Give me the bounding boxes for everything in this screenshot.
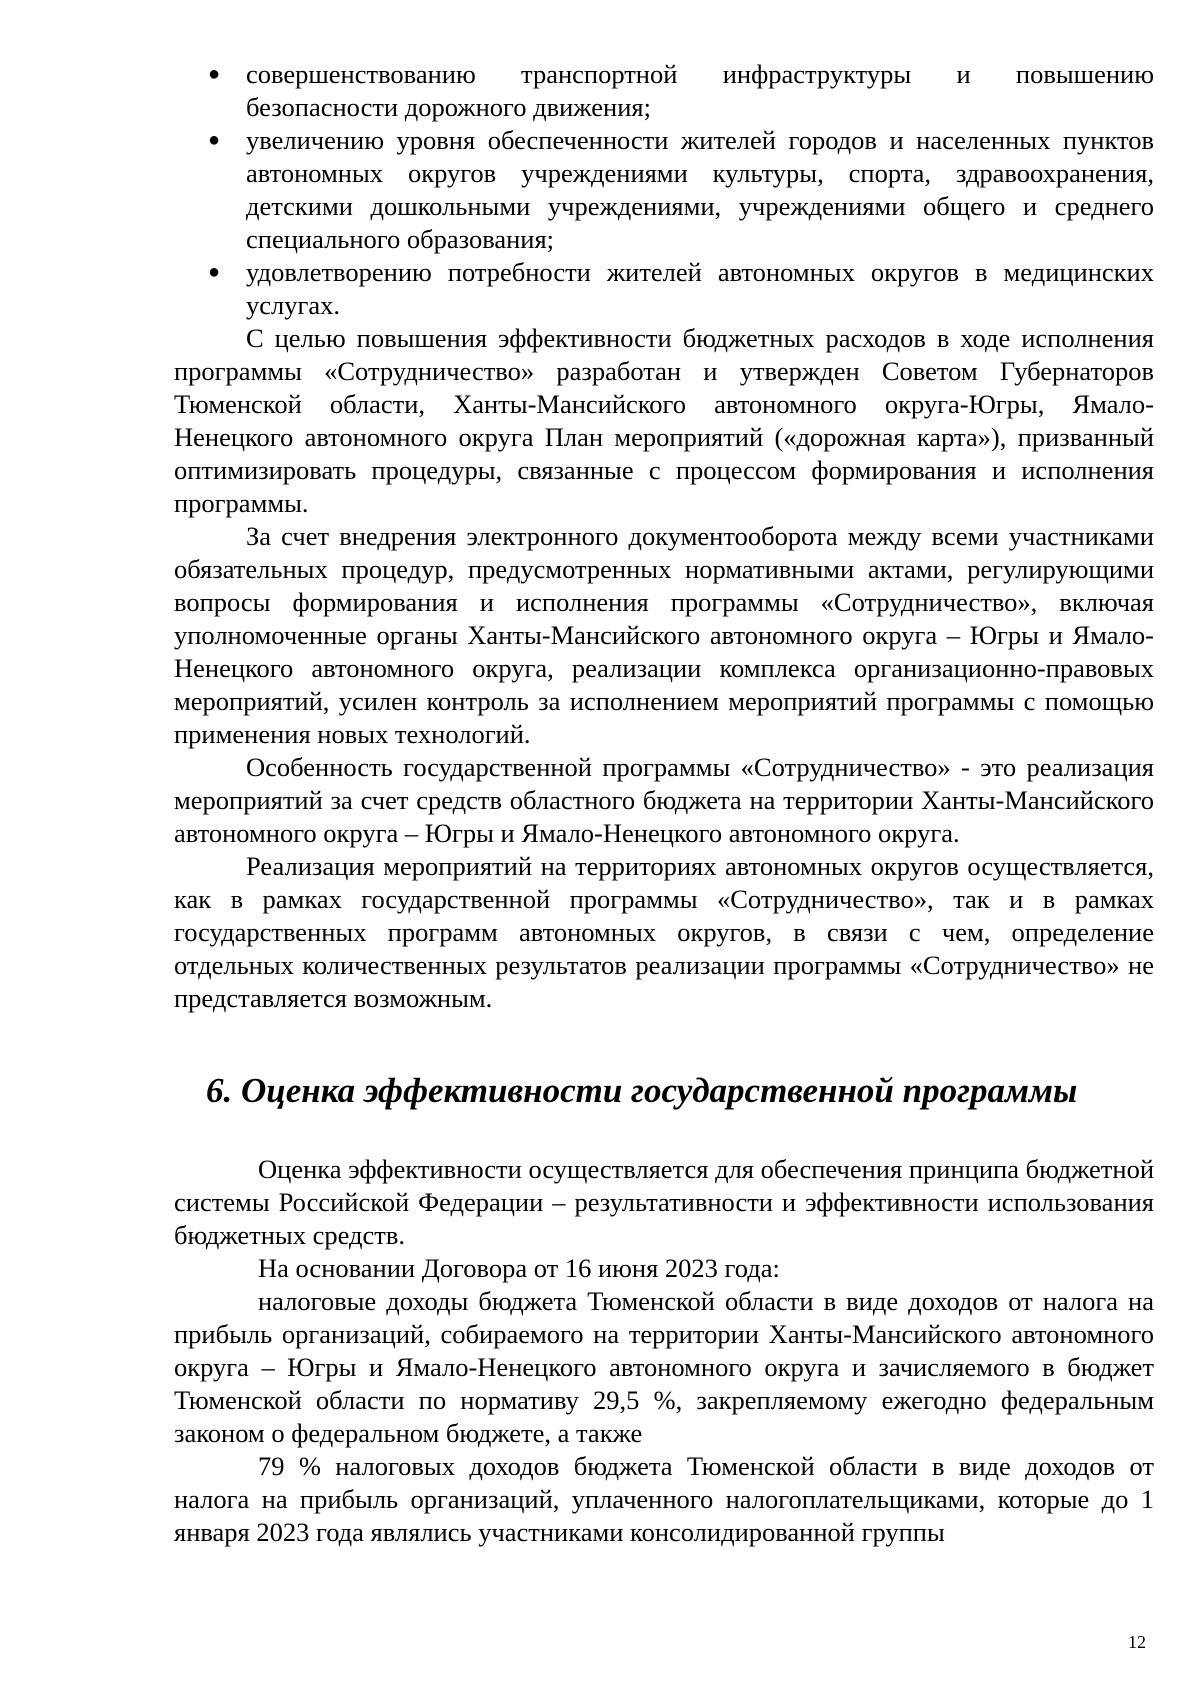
list-item-text: удовлетворению потребности жителей автономных округов в медицинских услугах.	[246, 257, 1154, 320]
paragraph-dorozhnaya-karta: С целью повышения эффективности бюджетных расходов в ходе исполнения программы «Сотрудничество» разработан и утвержден Советом Губернаторов Тюменской области, Ханты-Мансийского автономного округа-Югры, Ямало-Ненецкого автономного округа План мероприятий («дорожная карта»), призванный оптимизировать процедуры, связанные с процессом формирования и исполнения программы.	[174, 323, 1154, 518]
paragraph-nalogovye-dokhody: налоговые доходы бюджета Тюменской области в виде доходов от налога на прибыль организаций, собираемого на территории Ханты-Мансийского автономного округа – Югры и Ямало-Ненецкого автономного округа и зачисляемого в бюджет Тюменской области по нормативу 29,5 %, закрепляемому ежегодно федеральным законом о федеральном бюджете, а также	[174, 1286, 1154, 1448]
bullet-icon: ●	[208, 63, 221, 85]
paragraph-otsenka: Оценка эффективности осуществляется для обеспечения принципа бюджетной системы Российской Федерации – результативности и эффективности использования бюджетных средств.	[174, 1154, 1154, 1250]
paragraph-dogovor: На основании Договора от 16 июня 2023 года:	[258, 1253, 780, 1283]
list-item	[174, 58, 1154, 124]
list-item-text: совершенствованию транспортной инфраструктуры и повышению безопасности дорожного движения;	[246, 59, 1154, 122]
page-number: 12	[1128, 1632, 1146, 1652]
paragraph-79-percent: 79 % налоговых доходов бюджета Тюменской области в виде доходов от налога на прибыль организаций, уплаченного налогоплательщиками, которые до 1 января 2023 года являлись участниками консолидированной группы	[174, 1451, 1154, 1547]
paragraph-realizatsiya: Реализация мероприятий на территориях автономных округов осуществляется, как в рамках государственной программы «Сотрудничество», так и в рамках государственных программ автономных округов, в связи с чем, определение отдельных количественных результатов реализации программы «Сотрудничество» не представляется возможным.	[174, 851, 1154, 1013]
bullet-icon: ●	[208, 129, 221, 151]
section-heading: 6. Оценка эффективности государственной программы	[206, 1071, 1078, 1110]
list-item-text: увеличению уровня обеспеченности жителей городов и населенных пунктов автономных округов учреждениями культуры, спорта, здравоохранения, детскими дошкольными учреждениями, учреждениями общего и среднего специального образования;	[246, 125, 1154, 254]
bullet-list	[174, 58, 1154, 322]
bullet-icon: ●	[208, 261, 221, 283]
list-item	[174, 124, 1154, 256]
page-content	[174, 58, 1154, 1549]
list-item	[174, 256, 1154, 322]
paragraph-osobennost: Особенность государственной программы «Сотрудничество» - это реализация мероприятий за счет средств областного бюджета на территории Ханты-Мансийского автономного округа – Югры и Ямало-Ненецкого автономного округа.	[174, 752, 1154, 848]
paragraph-dokumentooborot: За счет внедрения электронного документооборота между всеми участниками обязательных процедур, предусмотренных нормативными актами, регулирующими вопросы формирования и исполнения программы «Сотрудничество», включая уполномоченные органы Ханты-Мансийского автономного округа – Югры и Ямало-Ненецкого автономного округа, реализации комплекса организационно-правовых мероприятий, усилен контроль за исполнением мероприятий программы с помощью применения новых технологий.	[174, 521, 1154, 749]
